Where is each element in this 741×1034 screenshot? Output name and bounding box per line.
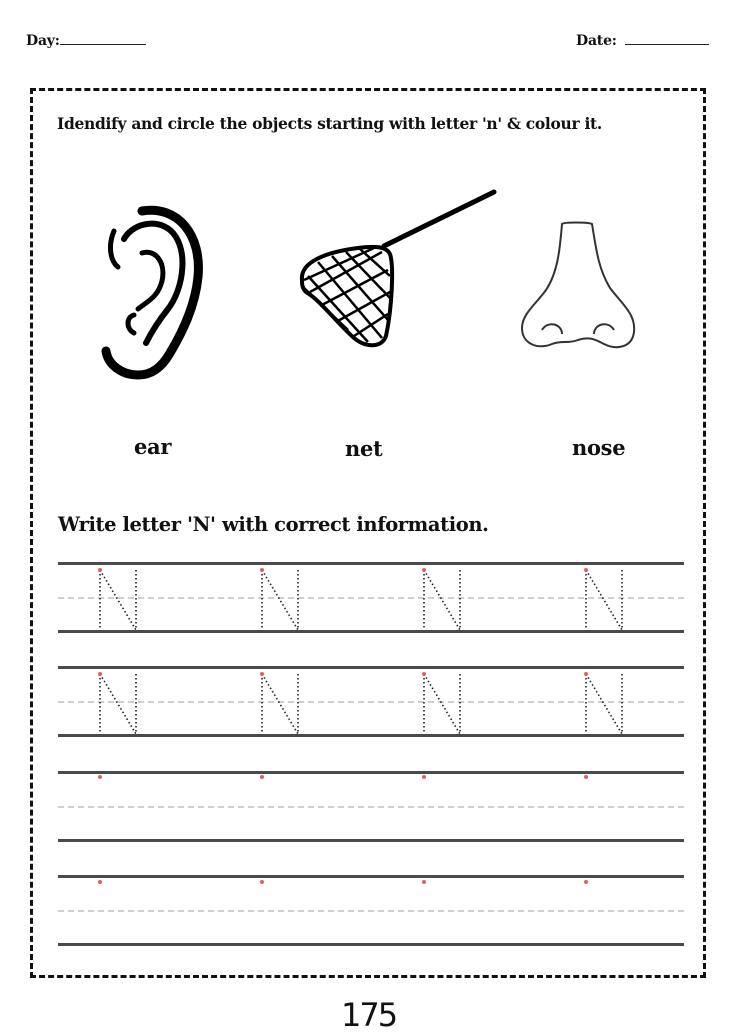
date-blank	[625, 44, 709, 45]
start-dot	[260, 880, 264, 884]
start-dot	[98, 880, 102, 884]
writing-row-3	[58, 771, 684, 845]
net-icon	[296, 188, 502, 352]
start-dot	[584, 775, 588, 779]
trace-letter-n	[582, 670, 626, 738]
writing-row-4	[58, 875, 684, 949]
trace-letter-n	[582, 566, 626, 634]
trace-letter-n	[420, 670, 464, 738]
caption-net: net	[345, 436, 383, 461]
day-field	[26, 33, 146, 49]
caption-nose: nose	[572, 435, 626, 460]
day-label: Day:	[26, 33, 60, 49]
nose-icon	[518, 218, 638, 354]
start-dot	[422, 880, 426, 884]
start-dot	[422, 775, 426, 779]
trace-letter-n	[258, 566, 302, 634]
start-dot	[584, 880, 588, 884]
ear-icon	[100, 205, 210, 380]
day-blank	[60, 44, 146, 45]
trace-letter-n	[420, 566, 464, 634]
instruction-circle: Idendify and circle the objects starting with letter 'n' & colour it.	[57, 114, 603, 133]
trace-letter-n	[96, 670, 140, 738]
caption-ear: ear	[134, 434, 172, 459]
date-label: Date:	[576, 33, 617, 49]
instruction-write: Write letter 'N' with correct information.	[58, 513, 489, 536]
start-dot	[260, 775, 264, 779]
start-dot	[98, 775, 102, 779]
date-field	[576, 33, 709, 49]
trace-letter-n	[258, 670, 302, 738]
page-number: 175	[341, 996, 397, 1034]
trace-letter-n	[96, 566, 140, 634]
